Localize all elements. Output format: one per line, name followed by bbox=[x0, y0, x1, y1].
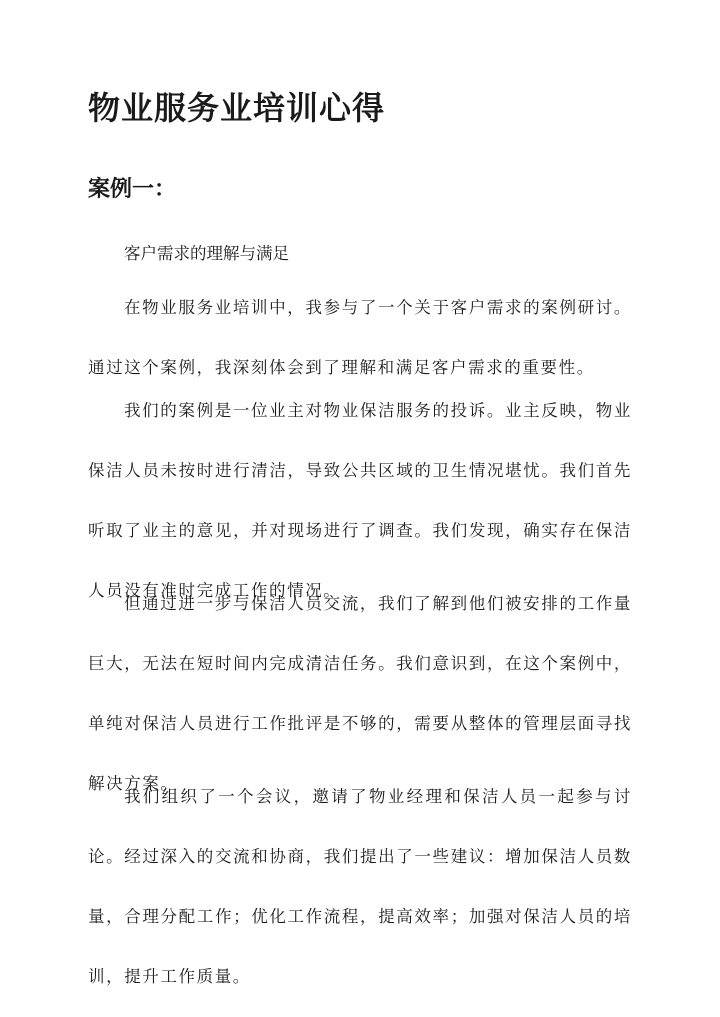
paragraph-2: 我们的案例是一位业主对物业保洁服务的投诉。业主反映，物业保洁人员未按时进行清洁，导致公共区域的卫生情况堪忧。我们首先听取了业主的意见，并对现场进行了调查。我们发现，确实存在保洁人员没有准时完成工作的情况。 bbox=[88, 401, 632, 600]
paragraph-1: 在物业服务业培训中，我参与了一个关于客户需求的案例研讨。通过这个案例，我深刻体会到了理解和满足客户需求的重要性。 bbox=[88, 298, 632, 377]
case-subtitle: 客户需求的理解与满足 bbox=[124, 244, 289, 263]
paragraph-4: 我们组织了一个会议，邀请了物业经理和保洁人员一起参与讨论。经过深入的交流和协商，我们提出了一些建议：增加保洁人员数量，合理分配工作；优化工作流程，提高效率；加强对保洁人员的培训，提升工作质量。 bbox=[88, 787, 632, 986]
page-title: 物业服务业培训心得 bbox=[88, 89, 386, 127]
paragraph-3: 但通过进一步与保洁人员交流，我们了解到他们被安排的工作量巨大，无法在短时间内完成清洁任务。我们意识到，在这个案例中，单纯对保洁人员进行工作批评是不够的，需要从整体的管理层面寻找解决方案。 bbox=[88, 594, 632, 793]
case-heading: 案例一： bbox=[88, 176, 177, 202]
